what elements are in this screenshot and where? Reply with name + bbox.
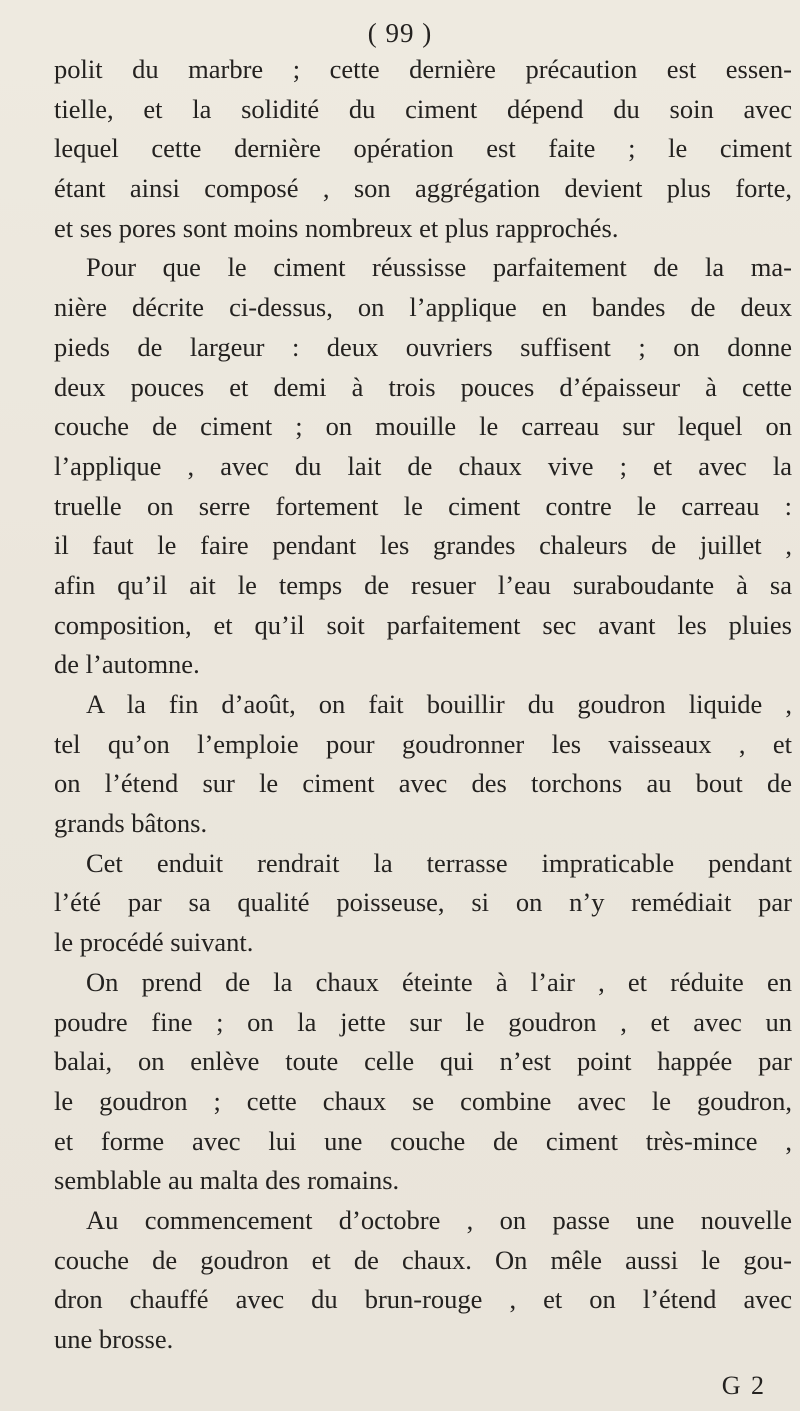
text-line: une brosse. xyxy=(54,1324,174,1354)
text-line: Pour que le ciment réussisse parfaitement de la ma- xyxy=(86,252,792,283)
text-line: tel qu’on l’emploie pour goudronner les vaisseaux , et xyxy=(54,728,792,759)
text-line: le procédé suivant. xyxy=(54,927,254,958)
text-line: il faut le faire pendant les grandes chaleurs de juillet , xyxy=(54,530,792,561)
text-line: tielle, et la solidité du ciment dépend du soin avec xyxy=(54,93,792,124)
page-number: ( 99 ) xyxy=(367,18,433,48)
text-line: A la fin d’août, on fait bouillir du goudron liquide , xyxy=(86,689,792,719)
text-line: couche de ciment ; on mouille le carreau sur lequel on xyxy=(54,411,792,442)
text-line: deux pouces et demi à trois pouces d’épaisseur à cette xyxy=(54,371,792,402)
text-line: lequel cette dernière opération est faite ; le ciment xyxy=(54,133,792,164)
text-line: l’été par sa qualité poisseuse, si on n’y remédiait par xyxy=(54,887,792,918)
text-line: Au commencement d’octobre , on passe une nouvelle xyxy=(86,1204,792,1235)
text-line: dron chauffé avec du brun-rouge , et on l’étend avec xyxy=(54,1284,792,1315)
text-line: on l’étend sur le ciment avec des torchons au bout de xyxy=(54,768,792,799)
signature-mark: G 2 xyxy=(721,1371,766,1400)
text-line: nière décrite ci-dessus, on l’applique en bandes de deux xyxy=(54,292,792,323)
text-line: truelle on serre fortement le ciment contre le carreau : xyxy=(54,490,792,521)
text-line: étant ainsi composé , son aggrégation devient plus forte, xyxy=(54,173,792,204)
body-text xyxy=(54,50,792,1360)
text-line: balai, on enlève toute celle qui n’est point happée par xyxy=(54,1046,792,1077)
text-line: composition, et qu’il soit parfaitement sec avant les pluies xyxy=(54,609,792,640)
text-line: semblable au malta des romains. xyxy=(54,1165,400,1196)
text-line: poudre fine ; on la jette sur le goudron , et avec un xyxy=(54,1006,792,1037)
text-line: pieds de largeur : deux ouvriers suffisent ; on donne xyxy=(54,331,792,362)
text-line: polit du marbre ; cette dernière précaution est essen- xyxy=(54,54,792,84)
text-line: On prend de la chaux éteinte à l’air , et réduite en xyxy=(86,966,792,997)
text-line: grands bâtons. xyxy=(54,808,208,839)
text-line: le goudron ; cette chaux se combine avec le goudron, xyxy=(54,1085,792,1116)
text-line: et forme avec lui une couche de ciment très-mince , xyxy=(54,1125,792,1156)
text-line: Cet enduit rendrait la terrasse impraticable pendant xyxy=(86,847,792,878)
text-line: couche de goudron et de chaux. On mêle aussi le gou- xyxy=(54,1244,792,1275)
text-line: et ses pores sont moins nombreux et plus rapprochés. xyxy=(54,212,619,243)
text-line: l’applique , avec du lait de chaux vive ; et avec la xyxy=(54,450,792,481)
text-line: afin qu’il ait le temps de resuer l’eau suraboudante à sa xyxy=(54,569,792,600)
text-line: de l’automne. xyxy=(54,649,200,680)
